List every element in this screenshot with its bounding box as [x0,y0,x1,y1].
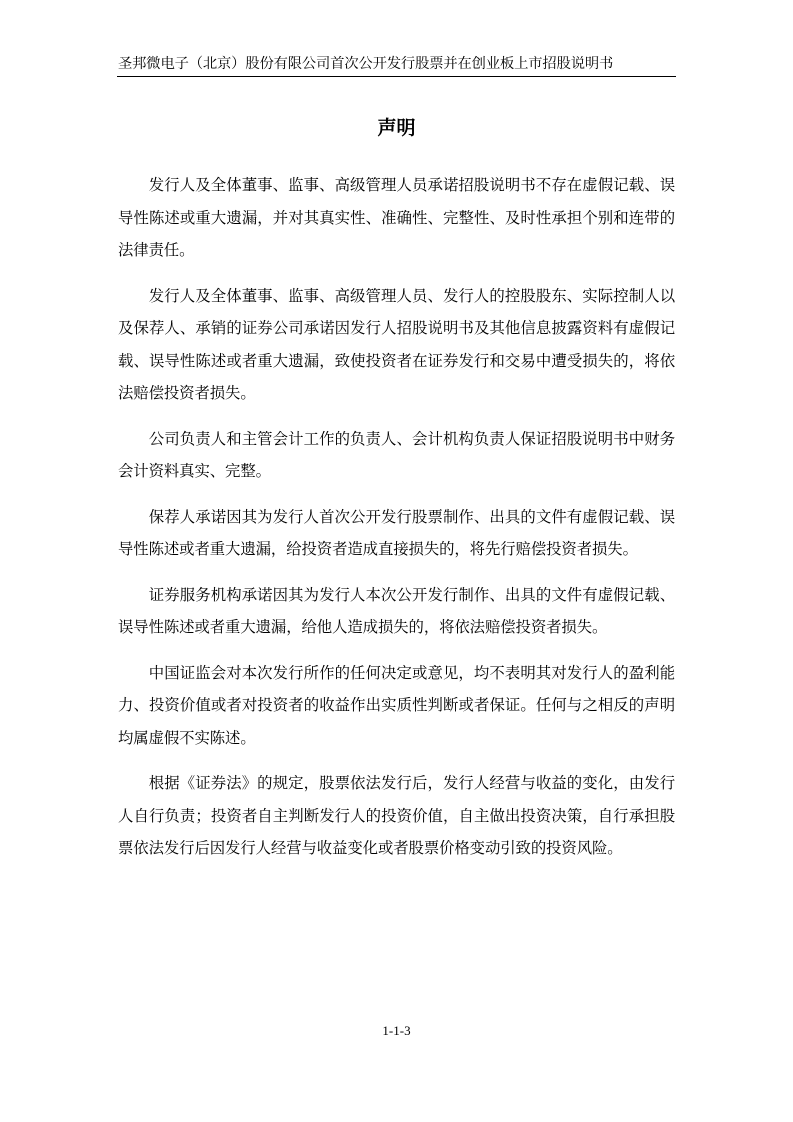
running-header: 圣邦微电子（北京）股份有限公司首次公开发行股票并在创业板上市招股说明书 [118,56,614,72]
paragraph-1: 发行人及全体董事、监事、高级管理人员承诺招股说明书不存在虚假记载、误导性陈述或重大遗漏，并对其真实性、准确性、完整性、及时性承担个别和连带的法律责任。 [118,176,675,259]
paragraph-5: 证券服务机构承诺因其为发行人本次公开发行制作、出具的文件有虚假记载、误导性陈述或者重大遗漏，给他人造成损失的，将依法赔偿投资者损失。 [118,585,675,636]
paragraph-6: 中国证监会对本次发行所作的任何决定或意见，均不表明其对发行人的盈利能力、投资价值或者对投资者的收益作出实质性判断或者保证。任何与之相反的声明均属虚假不实陈述。 [118,663,675,747]
page-title: 声明 [377,117,416,139]
header-divider [117,76,676,77]
page-number: 1-1-3 [382,1023,411,1038]
paragraph-2: 发行人及全体董事、监事、高级管理人员、发行人的控股股东、实际控制人以及保荐人、承销的证券公司承诺因发行人招股说明书及其他信息披露资料有虚假记载、误导性陈述或者重大遗漏，致使投资者在证券发行和交易中遭受损失的，将依法赔偿投资者损失。 [118,286,675,402]
paragraph-3: 公司负责人和主管会计工作的负责人、会计机构负责人保证招股说明书中财务会计资料真实、完整。 [118,429,675,480]
paragraph-7: 根据《证券法》的规定，股票依法发行后，发行人经营与收益的变化，由发行人自行负责；投资者自主判断发行人的投资价值，自主做出投资决策，自行承担股票依法发行后因发行人经营与收益变化或者股票价格变动引致的投资风险。 [118,774,675,857]
paragraph-4: 保荐人承诺因其为发行人首次公开发行股票制作、出具的文件有虚假记载、误导性陈述或者重大遗漏，给投资者造成直接损失的，将先行赔偿投资者损失。 [118,507,675,558]
declaration-body [118,169,675,878]
